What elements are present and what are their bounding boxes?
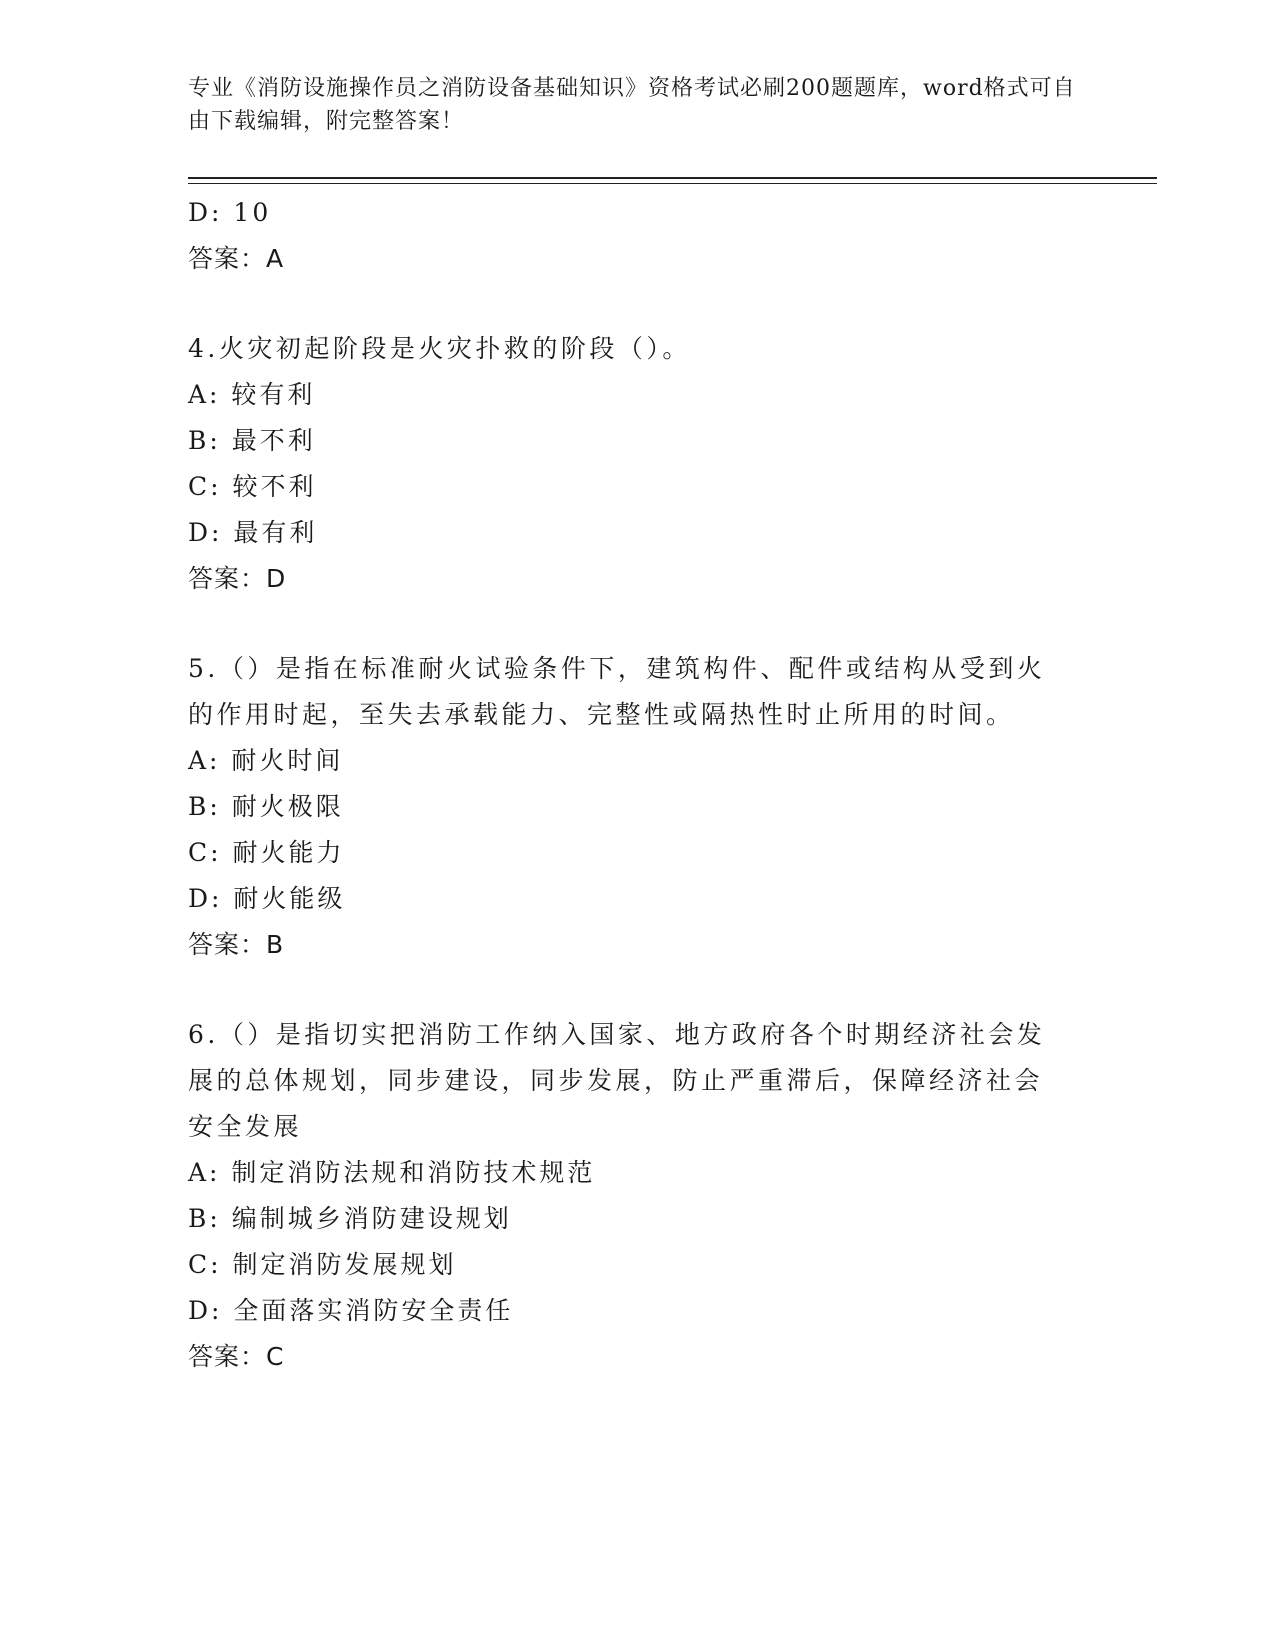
option-d: D: 全面落实消防安全责任: [188, 1296, 514, 1325]
question-5: [188, 646, 1088, 968]
header-divider-thin: [188, 183, 1157, 184]
question-stem: 4.火灾初起阶段是火灾扑救的阶段（）。: [188, 334, 691, 363]
answer: 答案：B: [188, 930, 285, 959]
header-divider-thick: [188, 177, 1157, 179]
question-stem: 5.（）是指在标准耐火试验条件下，建筑构件、配件或结构从受到火的作用时起，至失去承载能力、完整性或隔热性时止所用的时间。: [188, 654, 1046, 729]
spacer: [188, 968, 1088, 1012]
option-b: B: 最不利: [188, 426, 316, 455]
spacer: [188, 602, 1088, 646]
option-c: C: 耐火能力: [188, 838, 345, 867]
question-stem: 6.（）是指切实把消防工作纳入国家、地方政府各个时期经济社会发展的总体规划，同步建设，同步发展，防止严重滞后，保障经济社会安全发展: [188, 1020, 1046, 1141]
question-6: [188, 1012, 1088, 1380]
question-4: [188, 326, 1088, 602]
option-b: B: 耐火极限: [188, 792, 344, 821]
option-c: C: 制定消防发展规划: [188, 1250, 457, 1279]
option-b: B: 编制城乡消防建设规划: [188, 1204, 512, 1233]
spacer: [188, 282, 1088, 326]
answer: 答案：C: [188, 1342, 285, 1371]
option-c: C: 较不利: [188, 472, 317, 501]
option-d: D: 耐火能级: [188, 884, 346, 913]
option-a: A: 较有利: [188, 380, 316, 409]
option-a: A: 制定消防法规和消防技术规范: [188, 1158, 596, 1187]
prev-answer: 答案：A: [188, 244, 285, 273]
prev-option-d: D: 10: [188, 198, 272, 227]
option-a: A: 耐火时间: [188, 746, 344, 775]
option-d: D: 最有利: [188, 518, 318, 547]
document-header: 专业《消防设施操作员之消防设备基础知识》资格考试必刷200题题库，word格式可自由下载编辑，附完整答案！: [188, 76, 1076, 134]
question-content: [188, 190, 1088, 1380]
answer: 答案：D: [188, 564, 287, 593]
